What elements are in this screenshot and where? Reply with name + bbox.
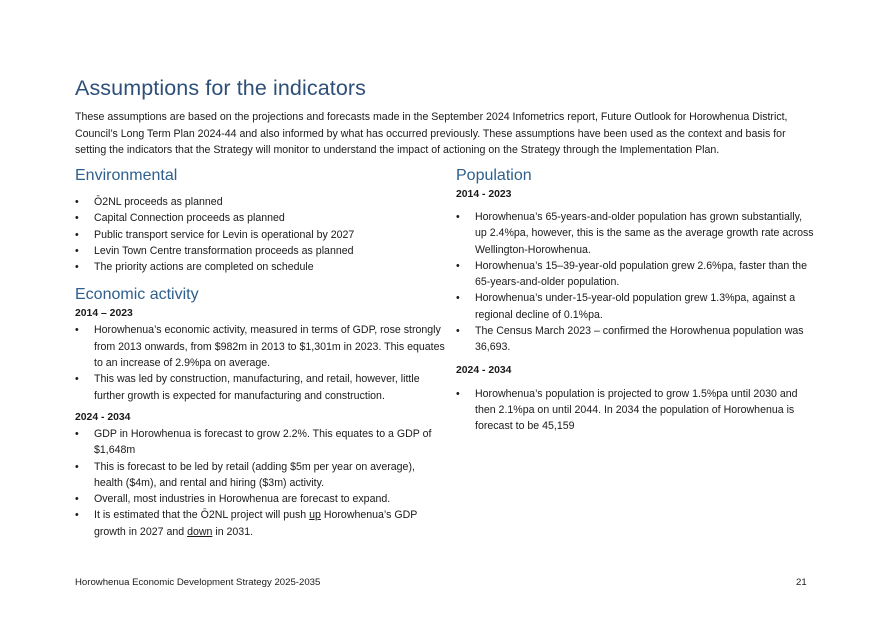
list-item: • Horowhenua’s population is projected to grow 1.5%pa until 2030 and then 2.1%pa on until 2044. In 2034 the population of Horowhenua is forecast to be 45,159 [456, 386, 816, 435]
list-item: • The Census March 2023 – confirmed the Horowhenua population was 36,693. [456, 323, 816, 356]
list-item: • The priority actions are completed on schedule [75, 259, 445, 275]
list-item: • Ō2NL proceeds as planned [75, 194, 445, 210]
economic-list-2024-2034 [75, 426, 445, 540]
page-title: Assumptions for the indicators [75, 76, 366, 100]
list-item: • Horowhenua’s 15–39-year-old population grew 2.6%pa, faster than the 65-years-and-older population. [456, 258, 816, 291]
left-column [75, 165, 445, 540]
underlined-down: down [187, 525, 213, 538]
environmental-list [75, 194, 445, 275]
right-column [456, 165, 816, 435]
underlined-up: up [309, 509, 321, 522]
text-span: It is estimated that the Ō2NL project will push [94, 509, 310, 522]
list-item: • This was led by construction, manufacturing, and retail, however, little further growth is expected for manufacturing and construction. [75, 371, 445, 404]
population-period-2024-2034: 2024 - 2034 [456, 364, 512, 376]
list-item: • Overall, most industries in Horowhenua are forecast to expand. [75, 491, 445, 507]
economic-list-2014-2023 [75, 322, 445, 403]
list-item [75, 507, 445, 540]
intro-paragraph: These assumptions are based on the projections and forecasts made in the September 2024 Infometrics report, Future Outlook for Horowhenua District, Council’s Long Term Plan 2024-44 and also informed by what has occurred previously. These assumptions have been used as the context and basis for setting the indicators that the Strategy will monitor to understand the impact of actioning on the Strategy through the Implementation Plan. [75, 111, 788, 157]
economic-period-2014-2023: 2014 – 2023 [75, 308, 133, 320]
footer-document-title: Horowhenua Economic Development Strategy 2025-2035 [75, 577, 321, 588]
list-item: • Horowhenua’s under-15-year-old population grew 1.3%pa, against a regional decline of 0.1%pa. [456, 290, 816, 323]
list-item: • This is forecast to be led by retail (adding $5m per year on average), health ($4m), and rental and hiring ($3m) activity. [75, 459, 445, 492]
population-list-2024-2034 [456, 386, 816, 435]
list-item: • Horowhenua’s economic activity, measured in terms of GDP, rose strongly from 2013 onwards, from $982m in 2013 to $1,301m in 2023. This equates to an increase of 2.9%pa on average. [75, 322, 445, 371]
economic-heading: Economic activity [75, 286, 199, 304]
population-heading: Population [456, 167, 532, 184]
list-item: • Capital Connection proceeds as planned [75, 210, 445, 226]
population-list-2014-2023 [456, 209, 816, 356]
text-span: in 2031. [212, 525, 254, 538]
text-span: Horowhenua’s GDP growth in 2027 and [94, 509, 418, 538]
population-period-2014-2023: 2014 - 2023 [456, 189, 512, 200]
list-item: • Public transport service for Levin is operational by 2027 [75, 227, 445, 243]
list-item: • GDP in Horowhenua is forecast to grow 2.2%. This equates to a GDP of $1,648m [75, 426, 445, 459]
environmental-heading: Environmental [75, 167, 178, 184]
economic-period-2024-2034: 2024 - 2034 [75, 411, 131, 423]
list-item: • Horowhenua’s 65-years-and-older population has grown substantially, up 2.4%pa, however, this is the same as the average growth rate across Wellington-Horowhenua. [456, 209, 816, 258]
page-number: 21 [796, 577, 807, 588]
list-item: • Levin Town Centre transformation proceeds as planned [75, 243, 445, 259]
